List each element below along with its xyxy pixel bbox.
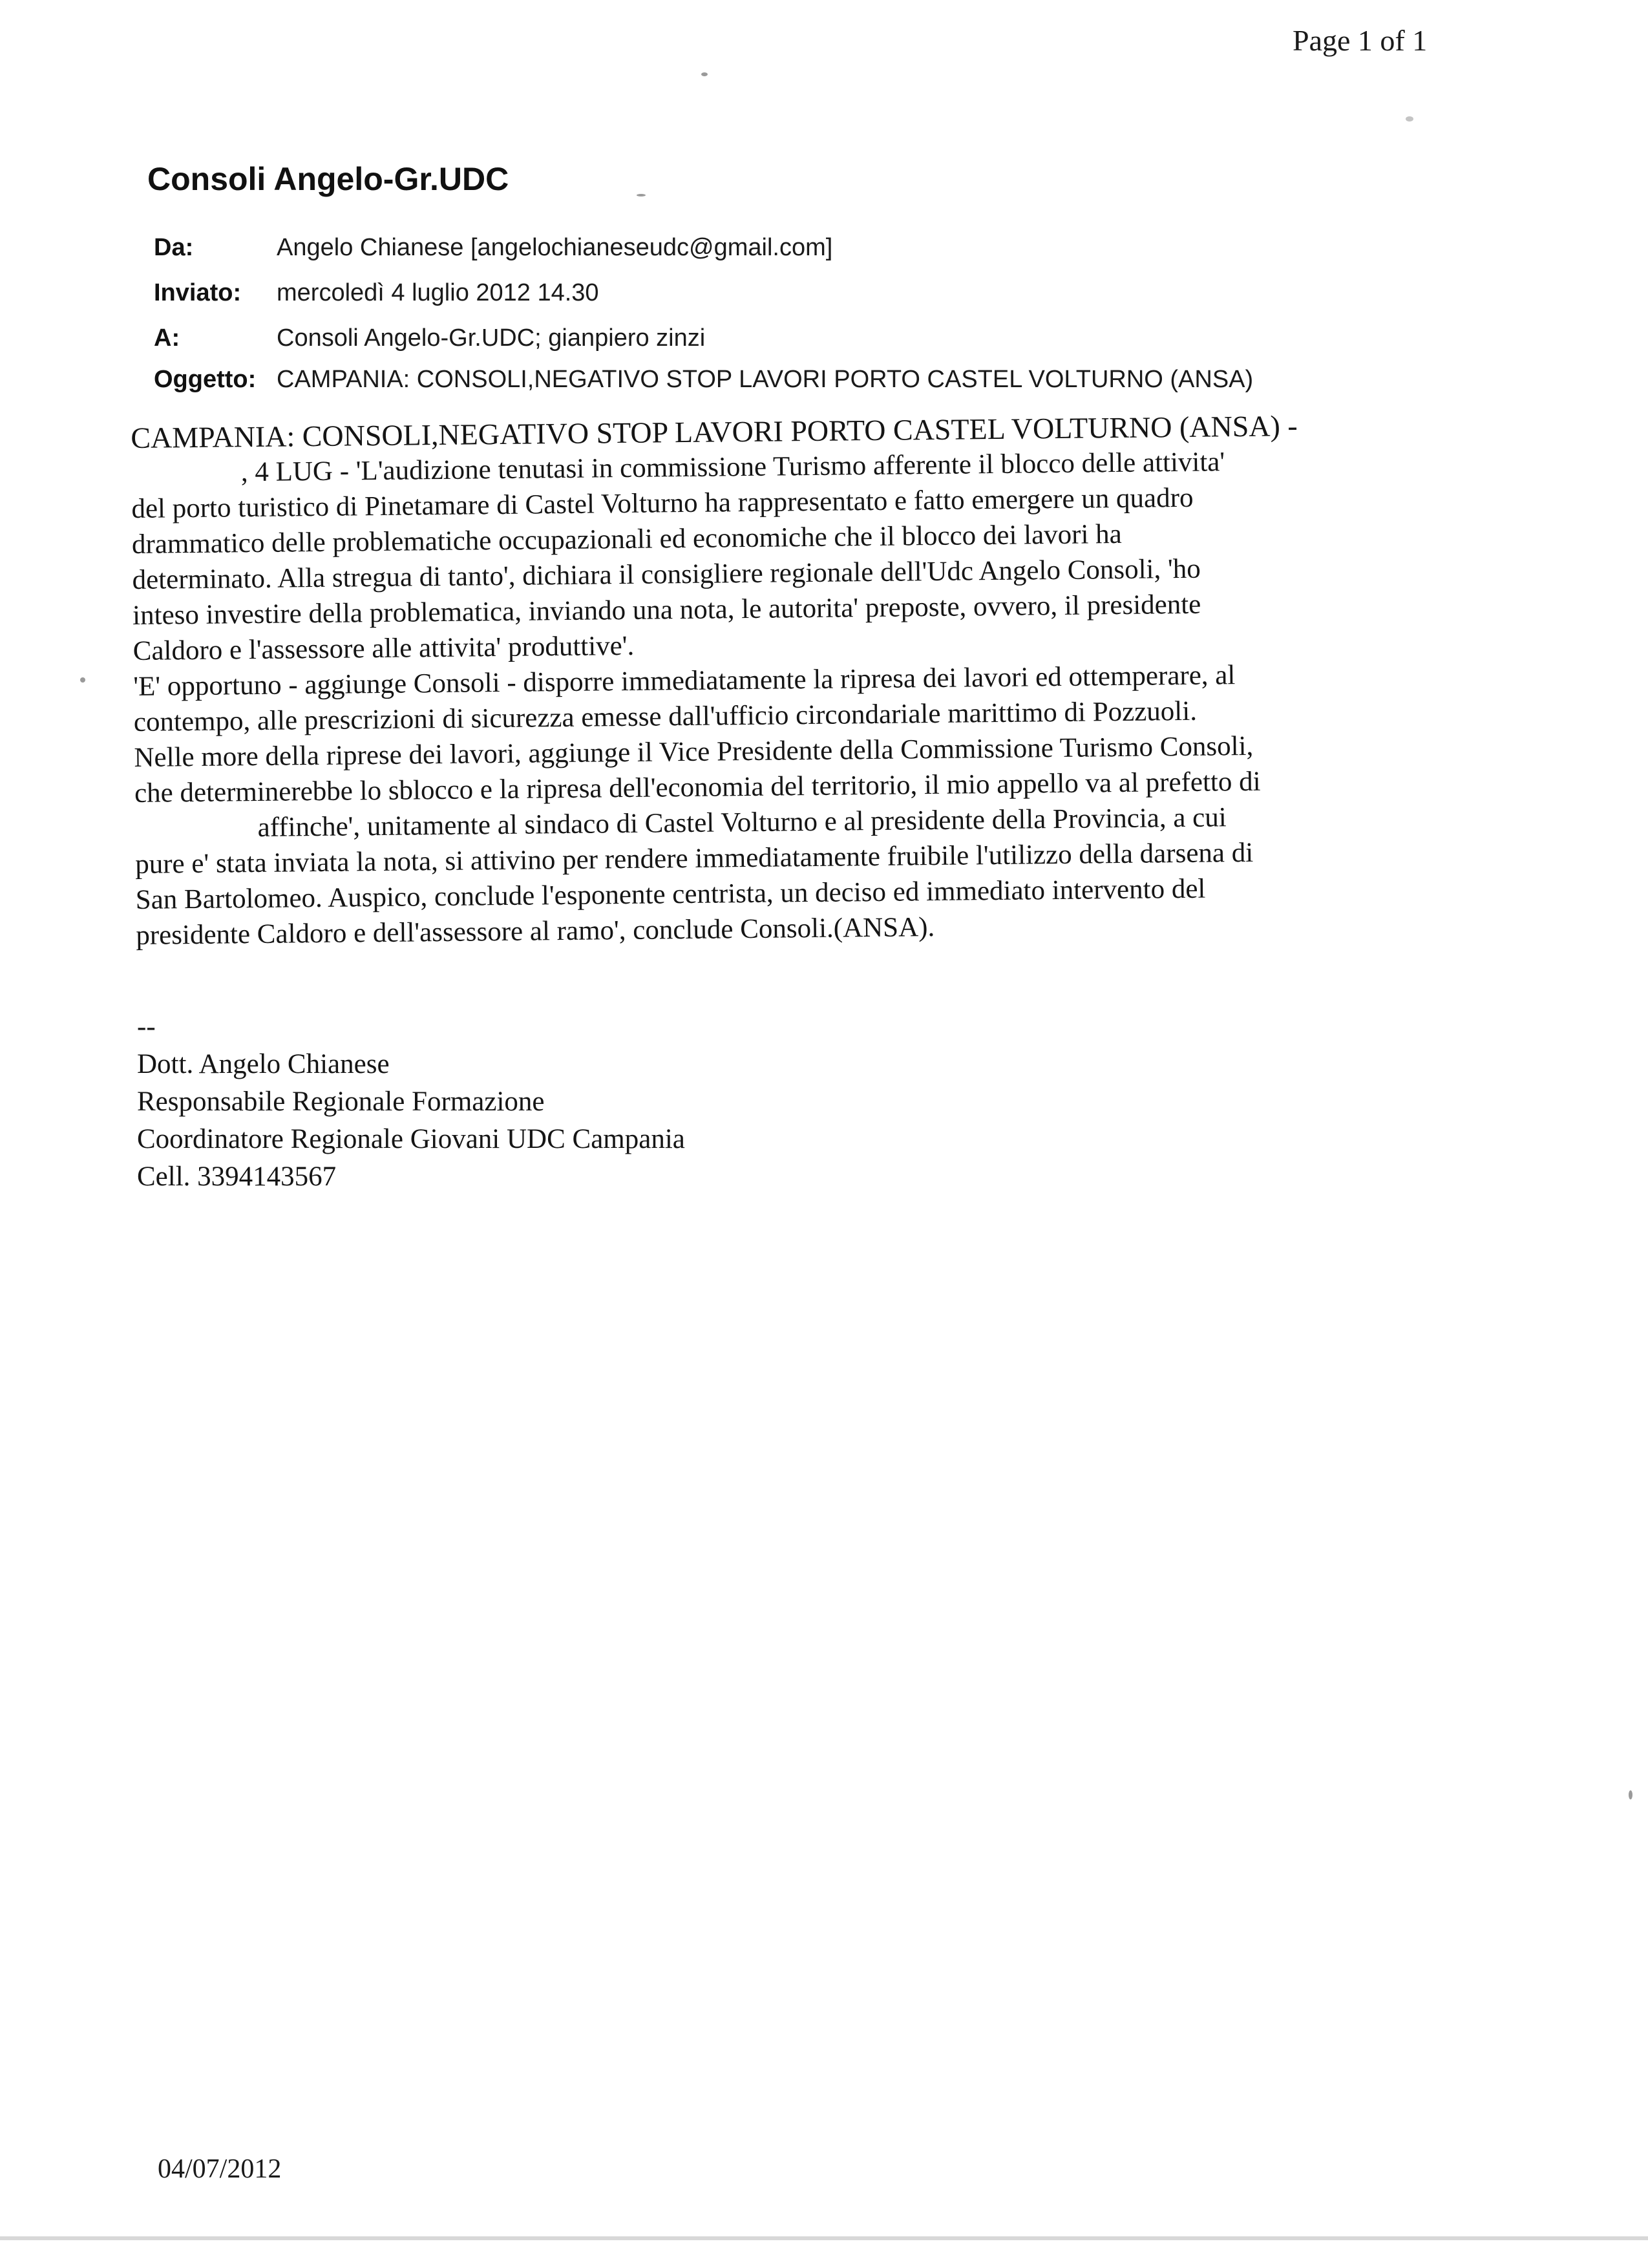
header-from-label: Da: <box>154 234 194 261</box>
redacted-text <box>131 481 241 482</box>
message-body <box>131 406 1468 953</box>
body-line: pure e' stata inviata la nota, si attivino per rendere immediatamente fruibile l'utilizzo della darsena di <box>134 837 1254 880</box>
signature-separator: -- <box>137 1012 156 1042</box>
header-from-value: Angelo Chianese [angelochianeseudc@gmail.com] <box>277 234 833 261</box>
header-subject-value: CAMPANIA: CONSOLI,NEGATIVO STOP LAVORI PORTO CASTEL VOLTURNO (ANSA) <box>277 366 1254 393</box>
scan-speck <box>637 194 646 196</box>
body-line: che determinerebbe lo sblocco e la ripresa dell'economia del territorio, il mio appello va al prefetto di <box>134 766 1261 809</box>
body-line: inteso investire della problematica, inviando una nota, le autorita' preposte, ovvero, il presidente <box>132 589 1201 631</box>
body-line: Caldoro e l'assessore alle attivita' produttive'. <box>132 630 635 666</box>
body-line: Nelle more della riprese dei lavori, aggiunge il Vice Presidente della Commissione Turismo Consoli, <box>134 730 1254 773</box>
signature-name: Dott. Angelo Chianese <box>137 1049 390 1079</box>
page-number: Page 1 of 1 <box>1293 24 1428 57</box>
body-line: determinato. Alla stregua di tanto', dichiara il consigliere regionale dell'Udc Angelo Consoli, 'ho <box>132 553 1201 595</box>
signature-block <box>137 1008 685 1196</box>
body-headline: CAMPANIA: CONSOLI,NEGATIVO STOP LAVORI PORTO CASTEL VOLTURNO (ANSA) - <box>131 409 1298 454</box>
header-to-label: A: <box>154 324 180 352</box>
scan-speck <box>1629 1790 1632 1799</box>
body-line: , 4 LUG - 'L'audizione tenutasi in commissione Turismo afferente il blocco delle attivita' <box>131 441 1463 491</box>
body-line: affinche', unitamente al sindaco di Castel Volturno e al presidente della Provincia, a cui <box>257 802 1227 843</box>
signature-phone: Cell. 3394143567 <box>137 1161 337 1192</box>
body-line: presidente Caldoro e dell'assessore al ramo', conclude Consoli.(ANSA). <box>136 912 935 951</box>
mail-title: Consoli Angelo-Gr.UDC <box>147 161 509 197</box>
print-date: 04/07/2012 <box>158 2154 282 2184</box>
body-line: del porto turistico di Pinetamare di Castel Volturno ha rappresentato e fatto emergere un quadro <box>131 482 1194 524</box>
body-line: San Bartolomeo. Auspico, conclude l'esponente centrista, un deciso ed immediato intervento del <box>135 873 1206 915</box>
header-subject-label: Oggetto: <box>154 366 257 393</box>
header-to-value: Consoli Angelo-Gr.UDC; gianpiero zinzi <box>277 324 706 352</box>
scan-speck <box>80 677 85 683</box>
scan-speck <box>1406 116 1413 122</box>
body-line: drammatico delle problematiche occupazionali ed economiche che il blocco dei lavori ha <box>131 518 1122 560</box>
scan-edge <box>0 2236 1648 2240</box>
body-line: 'E' opportuno - aggiunge Consoli - disporre immediatamente la ripresa dei lavori ed ottemperare, al <box>133 660 1236 702</box>
scan-speck <box>701 72 708 76</box>
header-sent-label: Inviato: <box>154 279 242 306</box>
header-sent-value: mercoledì 4 luglio 2012 14.30 <box>277 279 599 306</box>
body-line: contempo, alle prescrizioni di sicurezza emesse dall'ufficio circondariale marittimo di Pozzuoli. <box>133 695 1198 737</box>
signature-role: Responsabile Regionale Formazione <box>137 1086 545 1117</box>
signature-role: Coordinatore Regionale Giovani UDC Campania <box>137 1124 685 1154</box>
